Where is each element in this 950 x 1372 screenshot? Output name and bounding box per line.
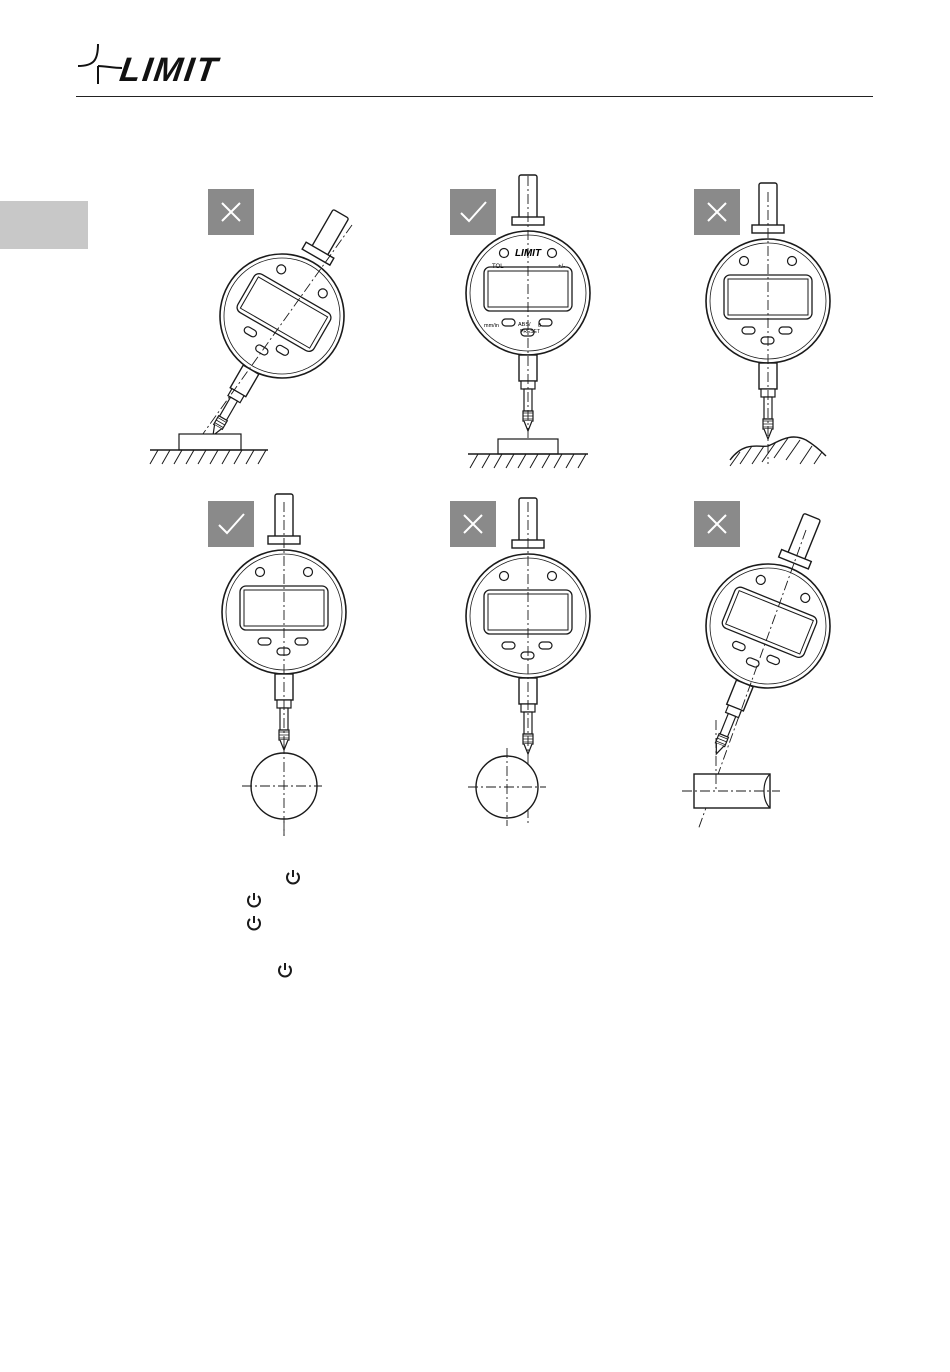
gauge-face-labels xyxy=(466,236,590,346)
abs-label: ABS/ xyxy=(518,322,531,328)
brand-logo: LIMIT xyxy=(117,51,222,89)
figure-5-cylinder-offset-gauge xyxy=(466,498,590,826)
unit-label: mm/in xyxy=(484,323,499,329)
power-icon xyxy=(276,961,294,979)
figure-3-rough-surface-gauge xyxy=(706,183,830,466)
gauge-brand: LIMIT xyxy=(514,248,542,259)
figure-6-tilted-cylinder-gauge xyxy=(659,493,870,830)
figure-4-cylinder-centered-gauge xyxy=(222,494,346,836)
tol-label: TOL xyxy=(492,264,504,270)
preset-label: PRESET xyxy=(520,329,541,335)
power-icon xyxy=(245,891,263,909)
power-icon xyxy=(245,914,263,932)
zero-label: 0 xyxy=(538,323,542,329)
figure-1-tilted-gauge xyxy=(150,183,395,467)
power-icon xyxy=(284,868,302,886)
plusminus-label: +/- xyxy=(558,264,566,270)
